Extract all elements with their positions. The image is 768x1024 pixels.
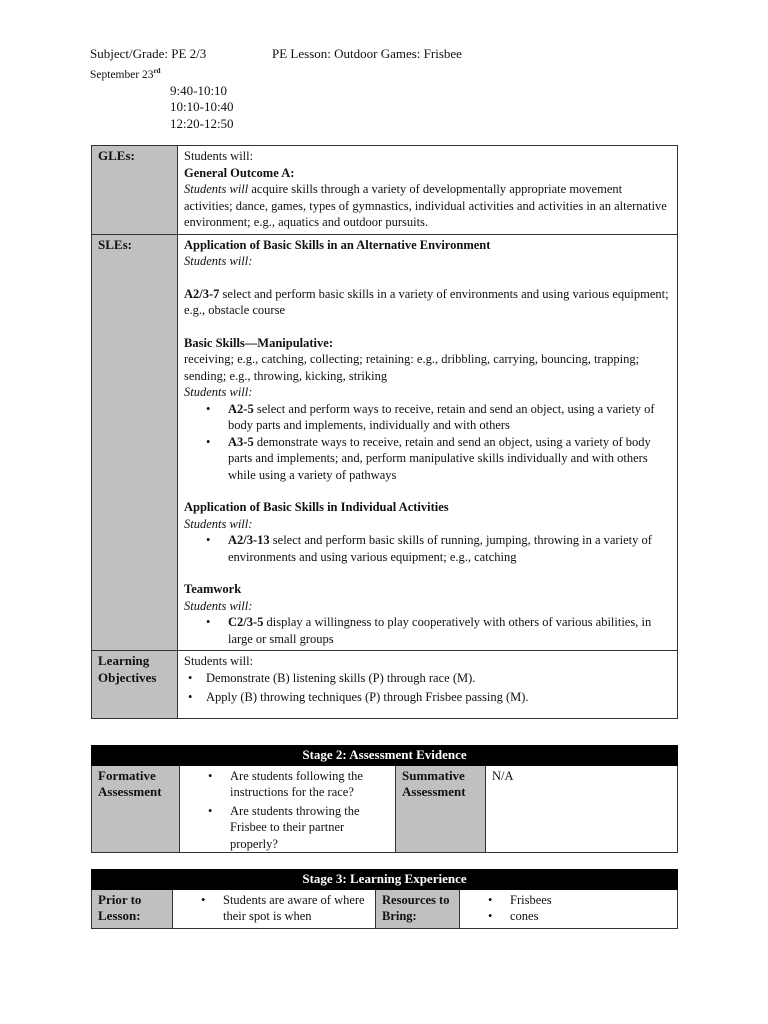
objectives-list [184,670,672,706]
objectives-label: Learning Objectives [92,651,178,719]
summative-label: Summative Assessment [396,765,486,853]
time-slot: 9:40-10:10 [170,82,228,98]
resources-content [460,889,678,928]
prior-row [92,889,678,928]
resources-list [466,892,672,925]
lesson-title: PE Lesson: Outdoor Games: Frisbee [272,46,462,61]
list-item: • Frisbees [510,892,672,909]
prior-list [179,892,370,925]
gles-row [92,146,678,235]
stage2-title: Stage 2: Assessment Evidence [92,746,678,766]
list-item: • Apply (B) throwing techniques (P) through Frisbee passing (M). [206,689,672,706]
list-item: • Are students throwing the Frisbee to their partner properly? [230,803,390,853]
section-title: Teamwork [184,582,242,596]
formative-content [180,765,396,853]
formative-label: Formative Assessment [92,765,180,853]
time-slot: 12:20-12:50 [170,115,234,131]
outcomes-table [91,145,678,719]
list-item: • Are students following the instructions for the race? [230,768,390,801]
sles-content: Application of Basic Skills in an Alternative Environment Students will: A2/3-7 select and perform basic skills in a variety of environments and using various equipment; e.g., obstacle course Basic Skills—Manipulative: receiving; e.g., catching, collecting; retaining: e.g., dribbling, carrying, bouncing, trapping; sending; e.g., throwing, kicking, striking Students will: • A2-5 select and perform ways to receive, retain and send an object, using a variety of body parts and implements, individually and with others • A3-5 demonstrate ways to receive, retain and send an object, using a variety of body parts and implements; and, perform manipulative skills individually and with others while using a variety of pathways Application of Basic Skills in Individual Activities Students will: • A2/3-13 select and perform basic skills of running, jumping, throwing in a variety of environments and using various equipment; e.g., catching Teamwork Students will: • C2/3-5 display a willingness to play cooperatively with others of various abilities, in large or small groups [178,234,678,651]
prior-label: Prior to Lesson: [92,889,173,928]
lesson-header [90,46,462,132]
list-item: • A3-5 demonstrate ways to receive, retain and send an object, using a variety of body parts and implements; and, perform manipulative skills individually and with others while using a variety of pathways [228,434,672,484]
sles-row [92,234,678,651]
list-item: • A2-5 select and perform ways to receive, retain and send an object, using a variety of body parts and implements, individually and with others [228,401,672,434]
gles-label: GLEs: [92,146,178,235]
outcome-list [184,401,672,484]
objectives-content: Students will: • Demonstrate (B) listening skills (P) through race (M). • Apply (B) throwing techniques (P) through Frisbee passing (M). [178,651,678,719]
lesson-date: September 23rd [90,66,161,81]
prior-content [173,889,376,928]
section-title: Basic Skills—Manipulative: [184,335,333,350]
outcome-item: A2/3-7 select and perform basic skills in a variety of environments and using various equipment; e.g., obstacle course [184,286,669,317]
list-item: • Demonstrate (B) listening skills (P) through race (M). [206,670,672,687]
assessment-table [91,745,678,853]
sles-label: SLEs: [92,234,178,651]
general-outcome-text: Students will acquire skills through a variety of developmentally appropriate movement activities; dance, games, types of gymnastics, individual activities and activities in an alternative environment; e.g., aquatics and outdoor pursuits. [184,182,667,229]
learning-experience-table [91,869,678,929]
stage3-title: Stage 3: Learning Experience [92,870,678,890]
general-outcome: General Outcome A: [184,165,295,180]
list-item: • C2/3-5 display a willingness to play cooperatively with others of various abilities, in large or small groups [228,614,672,647]
objectives-row [92,651,678,719]
list-item: • Students are aware of where their spot is when [223,892,370,925]
section-title: Application of Basic Skills in an Alternative Environment [184,237,491,252]
list-item: • cones [510,908,672,925]
time-slot: 10:10-10:40 [170,99,234,115]
outcome-list [184,614,672,647]
summative-value: N/A [486,765,678,853]
outcome-list [184,532,672,565]
list-item: • A2/3-13 select and perform basic skills of running, jumping, throwing in a variety of environments and using various equipment; e.g., catching [228,532,672,565]
section-title: Application of Basic Skills in Individual Activities [184,500,449,514]
resources-label: Resources to Bring: [376,889,460,928]
assessment-row [92,765,678,853]
formative-list [186,768,390,853]
subject-grade: Subject/Grade: PE 2/3 [90,46,207,61]
gles-content: Students will: General Outcome A: Students will acquire skills through a variety of developmentally appropriate movement activities; dance, games, types of gymnastics, individual activities and activities in an alternative environment; e.g., aquatics and outdoor pursuits. [178,146,678,235]
